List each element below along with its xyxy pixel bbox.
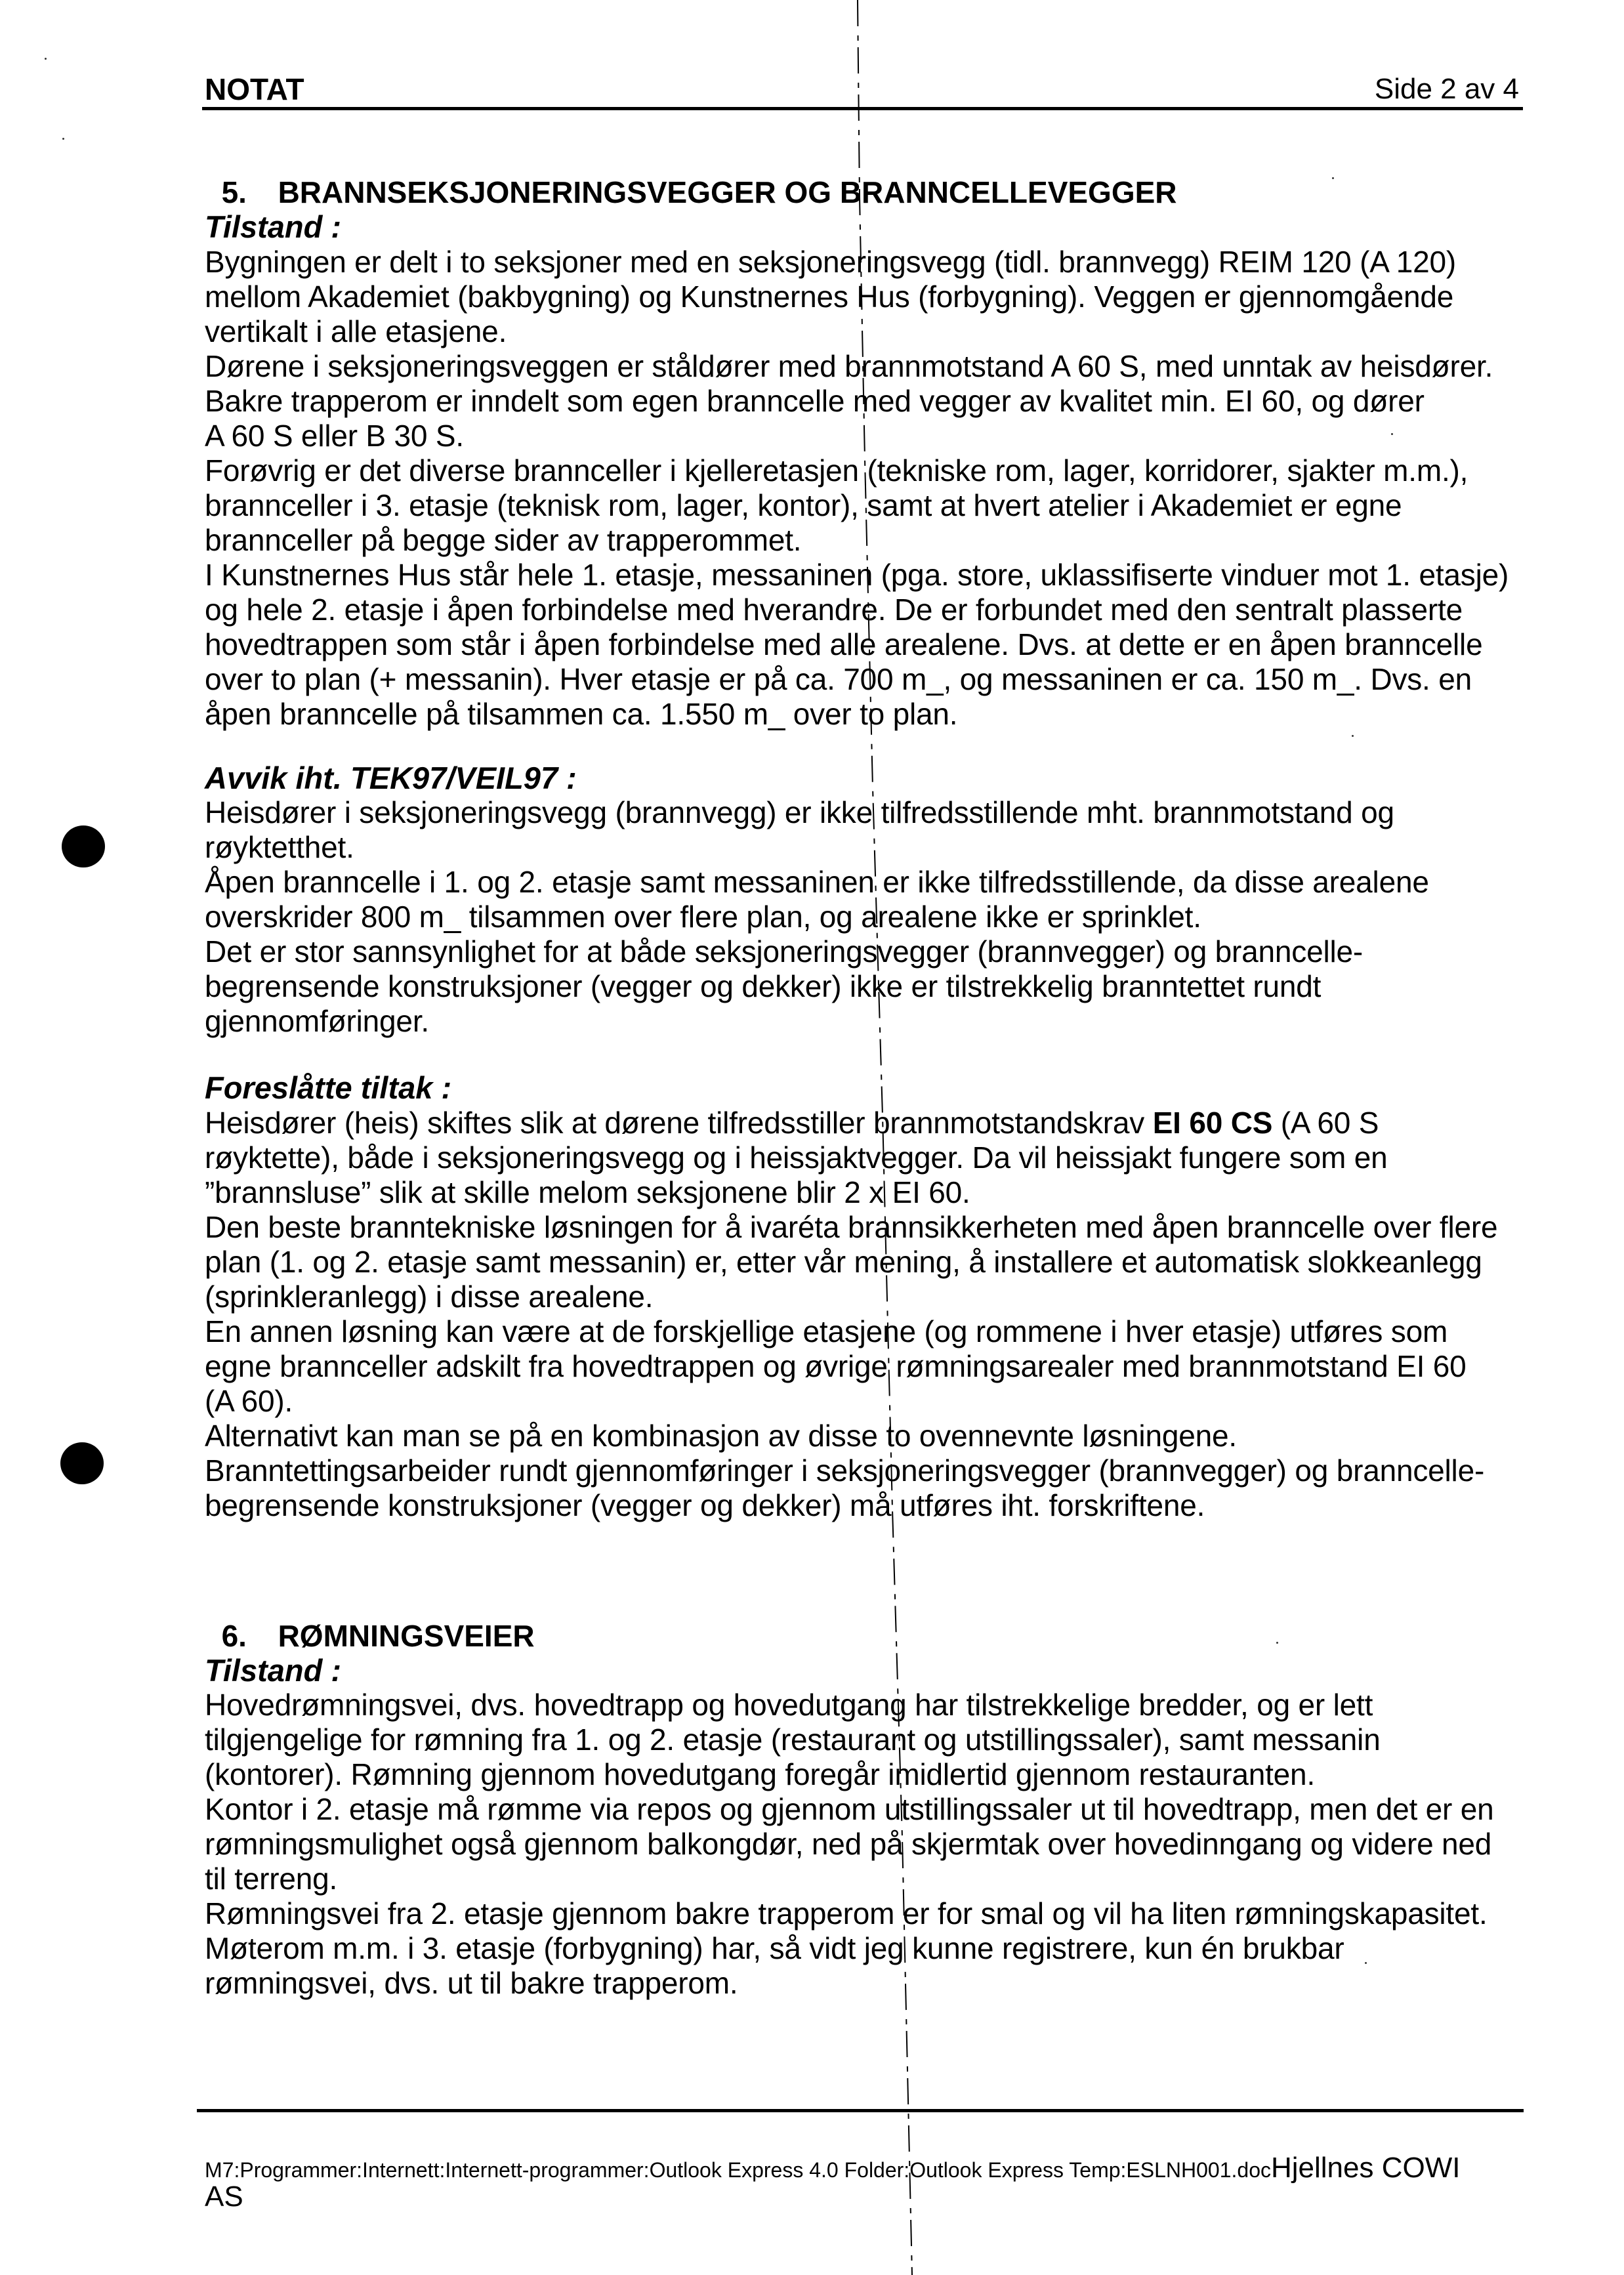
fire-rating-emphasis: EI 60 CS — [1152, 1106, 1273, 1140]
paragraph-line: Dørene i seksjoneringsveggen er ståldører med brannmotstand A 60 S, med unntak av heisdører. — [205, 349, 1493, 383]
paragraph-line: En annen løsning kan være at de forskjellige etasjene (og rommene i hver etasje) utføres som — [205, 1314, 1448, 1348]
paragraph-line: Hovedrømningsvei, dvs. hovedtrapp og hovedutgang har tilstrekkelige bredder, og er lett — [205, 1688, 1373, 1722]
section-6-tilstand-label: Tilstand : — [205, 1653, 342, 1688]
paragraph-line: Heisdører i seksjoneringsvegg (brannvegg) er ikke tilfredsstillende mht. brannmotstand og — [205, 795, 1394, 829]
paragraph-line: egne brannceller adskilt fra hovedtrappen og øvrige rømningsarealer med brannmotstand EI 60 — [205, 1349, 1467, 1383]
paragraph-line: over to plan (+ messanin). Hver etasje er på ca. 700 m_, og messaninen er ca. 150 m_. Dvs. en — [205, 662, 1472, 696]
paragraph-line: rømningsmulighet også gjennom balkongdør, ned på skjermtak over hovedinngang og videre ned — [205, 1827, 1492, 1861]
section-6-heading — [205, 1585, 535, 1653]
paragraph-line: Det er stor sannsynlighet for at både seksjoneringsvegger (brannvegger) og branncelle- — [205, 934, 1364, 969]
section-6-number: 6. — [221, 1619, 247, 1653]
paragraph-line: vertikalt i alle etasjene. — [205, 314, 507, 348]
section-5-number: 5. — [221, 175, 247, 209]
document-type-label: NOTAT — [205, 72, 304, 106]
paragraph-line: mellom Akademiet (bakbygning) og Kunstnernes Hus (forbygning). Veggen er gjennomgående — [205, 280, 1454, 314]
section-5-tilstand-label: Tilstand : — [205, 209, 342, 244]
paragraph-line: begrensende konstruksjoner (vegger og dekker) må utføres iht. forskriftene. — [205, 1488, 1205, 1522]
paragraph-line: brannceller på begge sider av trapperommet. — [205, 523, 802, 557]
paragraph-line: (A 60). — [205, 1384, 293, 1418]
paragraph-line: røyktette), både i seksjoneringsvegg og i heissjaktvegger. Da vil heissjakt fungere som en — [205, 1140, 1388, 1175]
paragraph-line: brannceller i 3. etasje (teknisk rom, lager, kontor), samt at hvert atelier i Akademiet er egne — [205, 488, 1402, 522]
paragraph-line: og hele 2. etasje i åpen forbindelse med hverandre. De er forbundet med den sentralt plasserte — [205, 593, 1463, 627]
paragraph-line: (sprinkleranlegg) i disse arealene. — [205, 1280, 654, 1314]
footer-company: Hjellnes COWI — [1270, 2152, 1461, 2184]
paragraph-line: Møterom m.m. i 3. etasje (forbygning) har, så vidt jeg kunne registrere, kun én brukbar — [205, 1931, 1344, 1965]
paragraph-line: til terreng. — [205, 1862, 338, 1896]
paragraph-line: Bygningen er delt i to seksjoner med en seksjoneringsvegg (tidl. brannvegg) REIM 120 (A 120) — [205, 245, 1456, 279]
paragraph-line: gjennomføringer. — [205, 1004, 429, 1038]
paragraph-line: Branntettingsarbeider rundt gjennomføringer i seksjoneringsvegger (brannvegger) og branncelle- — [205, 1453, 1485, 1488]
paragraph-line: plan (1. og 2. etasje samt messanin) er, etter vår mening, å installere et automatisk slokkeanlegg — [205, 1245, 1482, 1279]
paragraph-line: Kontor i 2. etasje må rømme via repos og gjennom utstillingssaler ut til hovedtrapp, men det er en — [205, 1792, 1494, 1826]
text-run: (A 60 S — [1272, 1106, 1379, 1140]
paragraph-line: hovedtrappen som står i åpen forbindelse med alle arealene. Dvs. at dette er en åpen branncelle — [205, 627, 1483, 661]
scan-speck — [62, 138, 64, 140]
page-number: Side 2 av 4 — [1374, 73, 1519, 105]
paragraph-line: Alternativt kan man se på en kombinasjon av disse to ovennevnte løsningene. — [205, 1419, 1237, 1453]
scan-speck — [1352, 735, 1354, 737]
paragraph-line: tilgjengelige for rømning fra 1. og 2. etasje (restaurant og utstillingssaler), samt messanin — [205, 1722, 1381, 1757]
footer-file-path — [205, 2154, 1460, 2184]
footer-rule — [197, 2109, 1524, 2112]
section-5-title: BRANNSEKSJONERINGSVEGGER OG BRANNCELLEVEGGER — [278, 175, 1177, 209]
paragraph-line: Bakre trapperom er inndelt som egen branncelle med vegger av kvalitet min. EI 60, og dører — [205, 384, 1425, 418]
paragraph-line: A 60 S eller B 30 S. — [205, 419, 464, 453]
section-5-avvik-label: Avvik iht. TEK97/VEIL97 : — [205, 761, 577, 795]
scan-speck — [1332, 177, 1334, 179]
section-5-tiltak-label: Foreslåtte tiltak : — [205, 1070, 452, 1105]
paragraph-line-with-bold — [205, 1106, 1379, 1140]
paragraph-line: (kontorer). Rømning gjennom hovedutgang foregår imidlertid gjennom restauranten. — [205, 1757, 1316, 1791]
paragraph-line: Forøvrig er det diverse brannceller i kjelleretasjen (tekniske rom, lager, korridorer, sjakter m.m.), — [205, 453, 1468, 488]
paragraph-line: åpen branncelle på tilsammen ca. 1.550 m_ over to plan. — [205, 697, 958, 731]
text-run: Heisdører (heis) skiftes slik at dørene tilfredsstiller brannmotstandskrav — [205, 1106, 1153, 1140]
scan-speck — [1391, 433, 1393, 435]
paragraph-line: røyktetthet. — [205, 830, 354, 864]
paragraph-line: overskrider 800 m_ tilsammen over flere plan, og arealene ikke er sprinklet. — [205, 900, 1201, 934]
footer-path-text: M7:Programmer:Internett:Internett-programmer:Outlook Express 4.0 Folder:Outlook Express Temp:ESLNH001.doc — [205, 2158, 1271, 2182]
paragraph-line: rømningsvei, dvs. ut til bakre trapperom. — [205, 1966, 738, 2000]
scan-speck — [1365, 1962, 1367, 1964]
header-rule — [202, 107, 1523, 110]
scan-speck — [1276, 1642, 1278, 1644]
scan-speck — [45, 58, 47, 60]
paragraph-line: begrensende konstruksjoner (vegger og dekker) ikke er tilstrekkelig branntettet rundt — [205, 969, 1322, 1003]
paragraph-line: I Kunstnernes Hus står hele 1. etasje, messaninen (pga. store, uklassifiserte vinduer mot 1. etasje) — [205, 558, 1509, 592]
footer-company-suffix: AS — [205, 2181, 243, 2213]
paragraph-line: Rømningsvei fra 2. etasje gjennom bakre trapperom er for smal og vil ha liten rømningskapasitet. — [205, 1896, 1488, 1931]
paragraph-line: Den beste branntekniske løsningen for å ivaréta brannsikkerheten med åpen branncelle over flere — [205, 1210, 1498, 1244]
paragraph-line: ”brannsluse” slik at skille melom seksjonene blir 2 x EI 60. — [205, 1175, 970, 1209]
section-5-heading — [205, 141, 1177, 209]
paragraph-line: Åpen branncelle i 1. og 2. etasje samt messaninen er ikke tilfredsstillende, da disse arealene — [205, 865, 1429, 899]
section-6-title: RØMNINGSVEIER — [278, 1619, 535, 1653]
